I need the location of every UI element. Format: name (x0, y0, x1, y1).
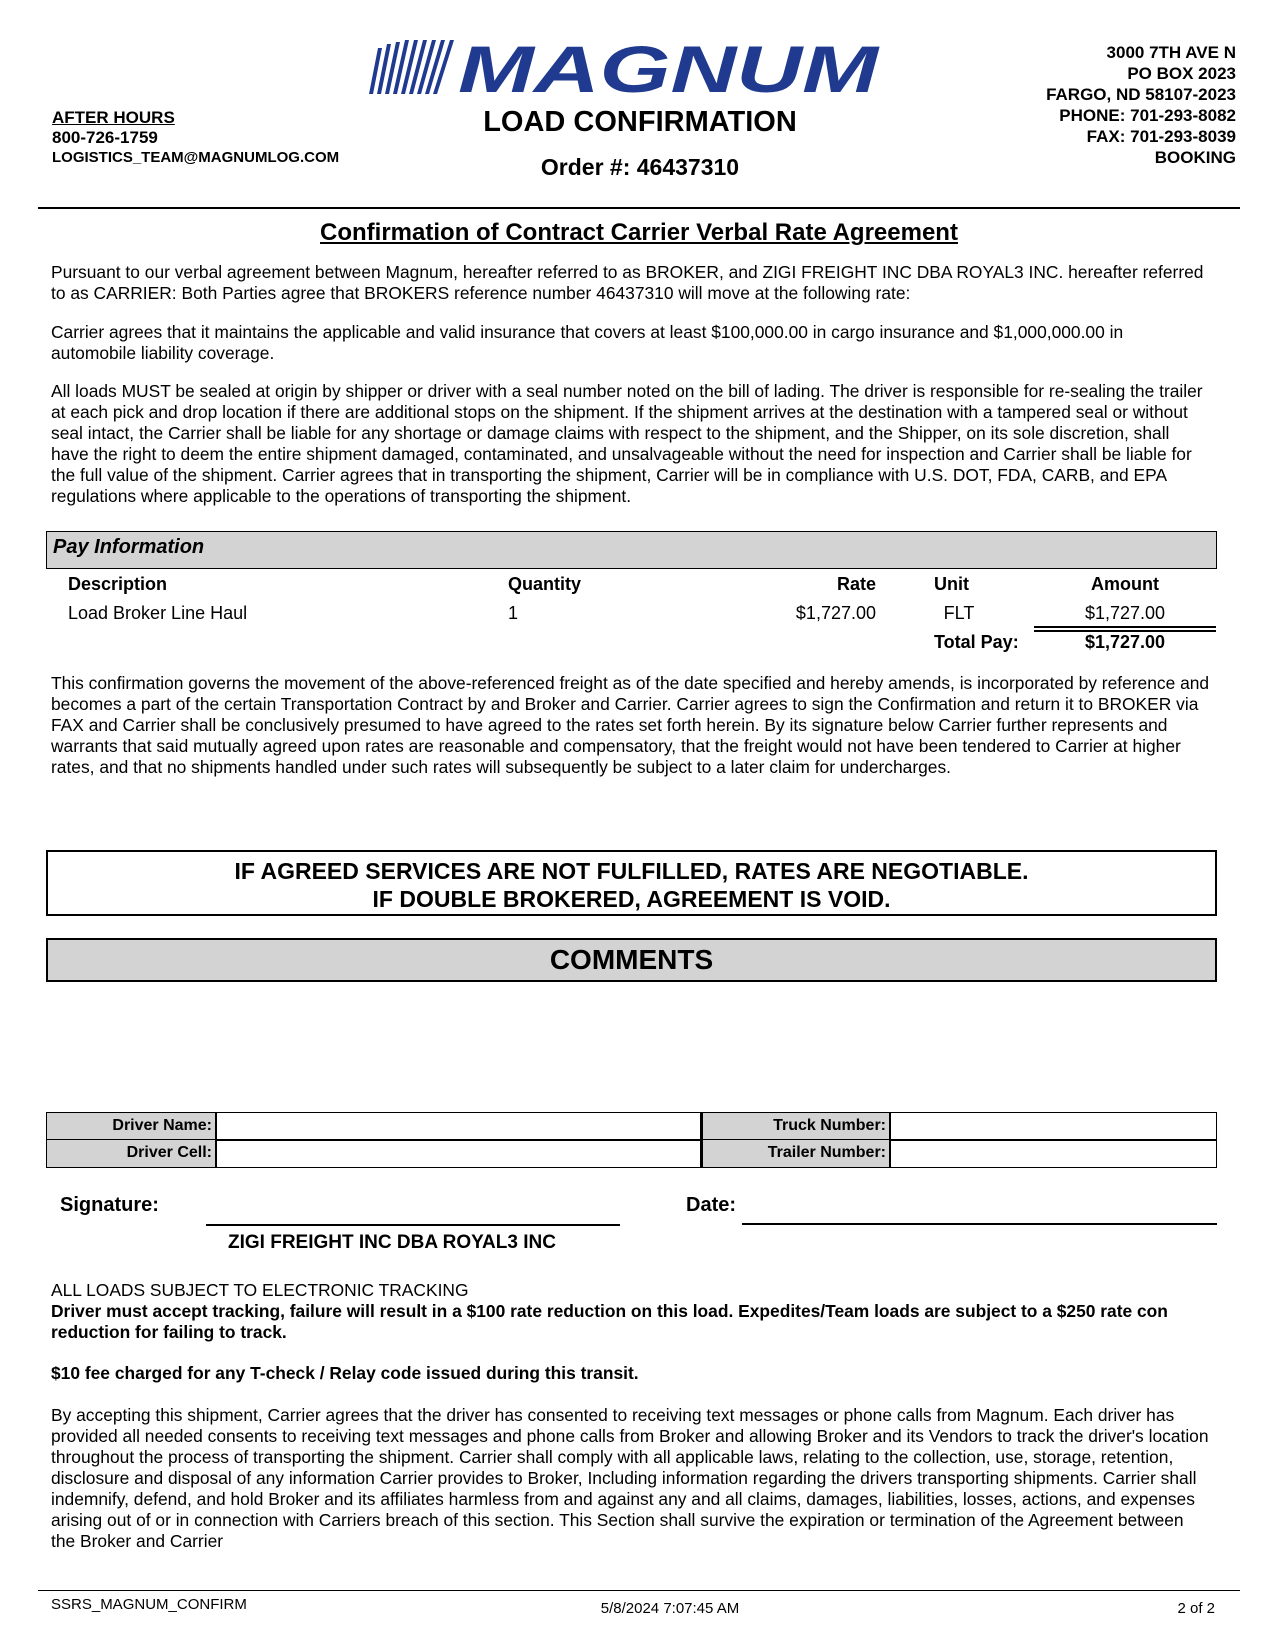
driver-name-field[interactable] (217, 1113, 701, 1139)
after-hours-email: LOGISTICS_TEAM@MAGNUMLOG.COM (52, 149, 340, 166)
column-header-quantity: Quantity (508, 574, 582, 594)
agreement-heading: Confirmation of Contract Carrier Verbal Rate Agreement (320, 219, 958, 246)
after-hours-title: AFTER HOURS (52, 108, 175, 127)
column-header-unit: Unit (934, 574, 969, 594)
header-divider (38, 207, 1240, 209)
carrier-name: ZIGI FREIGHT INC DBA ROYAL3 INC (228, 1232, 556, 1253)
comments-header: COMMENTS (46, 938, 1217, 982)
pay-row-rate: $1,727.00 (795, 603, 876, 623)
tcheck-fee: $10 fee charged for any T-check / Relay code issued during this transit. (51, 1363, 639, 1383)
footer-divider (38, 1590, 1240, 1591)
notice-line: IF DOUBLE BROKERED, AGREEMENT IS VOID. (372, 886, 891, 912)
notice-line: IF AGREED SERVICES ARE NOT FULFILLED, RATES ARE NEGOTIABLE. (234, 858, 1029, 884)
agreement-paragraph-1: Pursuant to our verbal agreement between Magnum, hereafter referred to as BROKER, and ZIGI FREIGHT INC DBA ROYAL3 INC. hereafter referred to as CARRIER: Both Parties agree that BROKERS reference number 46437310 will move at the following rate: (51, 262, 1204, 303)
total-pay-label: Total Pay: (934, 632, 1019, 652)
total-pay-value: $1,727.00 (1084, 632, 1166, 652)
logo-wordmark: MAGNUM (458, 38, 881, 96)
agreement-paragraph-2: Carrier agrees that it maintains the applicable and valid insurance that covers at least $100,000.00 in cargo insurance and $1,000,000.00 in automobile liability coverage. (51, 322, 1124, 363)
signature-label: Signature: (60, 1194, 159, 1216)
agreement-notice (46, 850, 1217, 916)
pay-information-header: Pay Information (46, 531, 1217, 569)
address-line: PO BOX 2023 (1127, 64, 1236, 83)
address-fax: FAX: 701-293-8039 (1086, 127, 1236, 146)
column-header-amount: Amount (1091, 574, 1159, 594)
report-name: SSRS_MAGNUM_CONFIRM (51, 1596, 247, 1613)
after-hours-block (52, 108, 339, 168)
page-number: 2 of 2 (1177, 1600, 1215, 1617)
column-header-rate: Rate (836, 574, 876, 594)
column-header-description: Description (68, 574, 168, 594)
signature-line[interactable] (206, 1224, 620, 1226)
driver-name-label: Driver Name: (47, 1113, 217, 1139)
tracking-penalty: Driver must accept tracking, failure will result in a $100 rate reduction on this load. Expedites/Team loads are subject to a $250 rate con reduction for failing to track. (51, 1301, 1168, 1342)
print-timestamp: 5/8/2024 7:07:45 AM (600, 1600, 740, 1617)
truck-number-field[interactable] (891, 1113, 1216, 1139)
driver-cell-field[interactable] (217, 1140, 701, 1167)
governs-paragraph: This confirmation governs the movement of the above-referenced freight as of the date specified and hereby amends, is incorporated by reference and becomes a part of the certain Transportation Contract by and Broker and Carrier. Carrier agrees to sign the Confirmation and return it to BROKER via FAX and Carrier shall be conclusively presumed to have agreed to the rates set forth herein. By its signature below Carrier further represents and warrants that said mutually agreed upon rates are reasonable and compensatory, that the freight would not have been tendered to Carrier at higher rates, and that no shipments handled under such rates will subsequently be subject to a later claim for undercharges. (51, 673, 1210, 777)
magnum-logo (368, 38, 890, 96)
page-title: LOAD CONFIRMATION (483, 106, 797, 138)
date-line[interactable] (742, 1223, 1217, 1225)
company-address (1046, 42, 1236, 168)
order-number: Order #: 46437310 (540, 154, 740, 180)
trailer-number-field[interactable] (891, 1140, 1216, 1167)
trailer-number-label: Trailer Number: (701, 1140, 891, 1167)
address-line: FARGO, ND 58107-2023 (1046, 85, 1236, 104)
date-label: Date: (686, 1194, 737, 1216)
pay-row-amount: $1,727.00 (1084, 603, 1166, 623)
driver-info-grid (46, 1112, 1217, 1168)
pay-row-unit: FLT (943, 603, 975, 623)
tracking-notice: ALL LOADS SUBJECT TO ELECTRONIC TRACKING (51, 1280, 469, 1300)
agreement-paragraph-3: All loads MUST be sealed at origin by shipper or driver with a seal number noted on the bill of lading. The driver is responsible for re-sealing the trailer at each pick and drop location if there are additional stops on the shipment. If the shipment arrives at the destination with a tampered seal or without seal intact, the Carrier shall be liable for any shortage or damage claims with respect to the shipment, and the Shipper, on its sole discretion, shall have the right to deem the entire shipment damaged, contaminated, and unsalvageable without the need for inspection and Carrier shall be liable for the full value of the shipment. Carrier agrees that in transporting the shipment, Carrier will be in compliance with U.S. DOT, FDA, CARB, and EPA regulations where applicable to the operations of transporting the shipment. (51, 381, 1203, 506)
address-booking: BOOKING (1154, 148, 1236, 167)
total-rule (1034, 626, 1216, 628)
pay-row-quantity: 1 (508, 603, 519, 623)
pay-row-description: Load Broker Line Haul (68, 603, 248, 623)
after-hours-phone: 800-726-1759 (52, 128, 158, 147)
address-phone: PHONE: 701-293-8082 (1059, 106, 1236, 125)
driver-cell-label: Driver Cell: (47, 1140, 217, 1167)
truck-number-label: Truck Number: (701, 1113, 891, 1139)
consent-paragraph: By accepting this shipment, Carrier agrees that the driver has consented to receiving text messages or phone calls from Magnum. Each driver has provided all needed consents to receiving text messages and phone calls from Broker and allowing Broker and its Vendors to track the driver's location throughout the process of transporting the shipment. Carrier shall comply with all applicable laws, relating to the collection, use, storage, retention, disclosure and disposal of any information Carrier provides to Broker, Including information regarding the drivers transporting shipments. Carrier shall indemnify, defend, and hold Broker and its affiliates harmless from and against any and all claims, damages, liabilities, losses, actions, and expenses arising out of or in connection with Carriers breach of this section. This Section shall survive the expiration or termination of the Agreement between the Broker and Carrier (51, 1405, 1209, 1551)
address-line: 3000 7TH AVE N (1106, 43, 1236, 62)
